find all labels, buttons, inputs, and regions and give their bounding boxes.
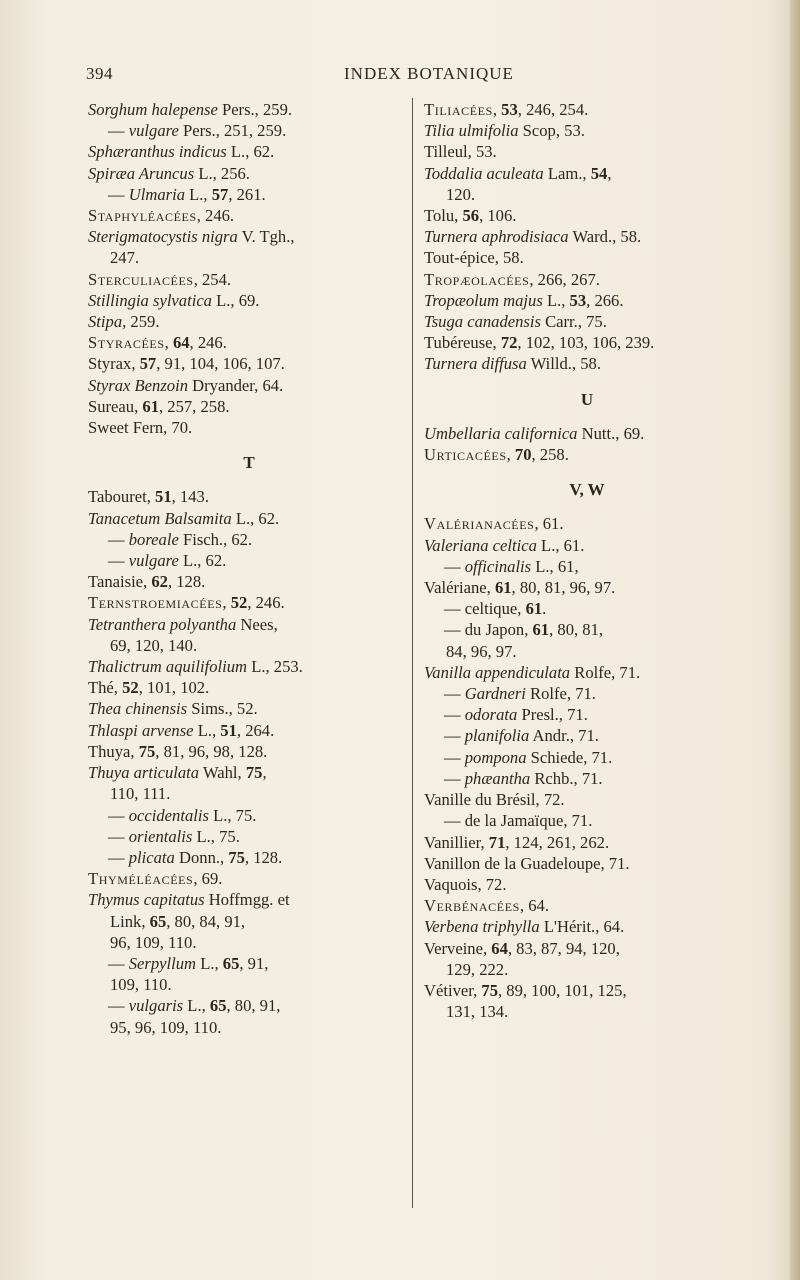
index-entry: Thé, 52, 101, 102.	[88, 678, 210, 698]
index-entry: — boreale Fisch., 62.	[108, 529, 253, 549]
index-entry: Tabouret, 51, 143.	[88, 487, 209, 507]
index-entry: Umbellaria californica Nutt., 69.	[424, 423, 645, 443]
index-entry: Staphyléacées, 246.	[88, 206, 235, 226]
index-entry: — officinalis L., 61,	[444, 556, 579, 576]
index-entry: Thymus capitatus Hoffmgg. et	[88, 890, 290, 910]
index-entry: Valérianacées, 61.	[424, 514, 564, 534]
index-entry: Sterigmatocystis nigra V. Tgh.,	[88, 227, 295, 247]
index-entry: Stillingia sylvatica L., 69.	[88, 290, 260, 310]
section-letter: U	[580, 389, 594, 409]
index-entry: Sterculiacées, 254.	[88, 269, 232, 289]
index-column-right	[424, 99, 750, 1022]
index-entry: Stipa, 259.	[88, 312, 160, 332]
index-entry: Urticacées, 70, 258.	[424, 445, 569, 465]
index-entry: Verbena triphylla L'Hérit., 64.	[424, 917, 625, 937]
index-entry: Thuya articulata Wahl, 75,	[88, 763, 267, 783]
section-letter: T	[243, 453, 255, 473]
index-entry: — occidentalis L., 75.	[108, 805, 257, 825]
index-entry: — de la Jamaïque, 71.	[444, 811, 593, 831]
index-entry: — orientalis L., 75.	[108, 826, 240, 846]
index-entry: 247.	[110, 248, 140, 268]
index-entry: Vétiver, 75, 89, 100, 101, 125,	[424, 980, 627, 1000]
page-header	[86, 64, 734, 88]
index-entry: Vanilla appendiculata Rolfe, 71.	[424, 662, 641, 682]
index-entry: — vulgare L., 62.	[108, 551, 227, 571]
section-letter: V, W	[569, 480, 605, 500]
index-entry: — Ulmaria L., 57, 261.	[108, 184, 266, 204]
index-entry: Vanille du Brésil, 72.	[424, 790, 565, 810]
index-entry: Styracées, 64, 246.	[88, 333, 227, 353]
index-entry: — pompona Schiede, 71.	[444, 747, 613, 767]
index-entry: Link, 65, 80, 84, 91,	[110, 911, 246, 931]
index-entry: Tetranthera polyantha Nees,	[88, 614, 278, 634]
index-entry: Tanaisie, 62, 128.	[88, 572, 206, 592]
index-entry: Valeriana celtica L., 61.	[424, 535, 585, 555]
index-entry: — vulgaris L., 65, 80, 91,	[108, 996, 281, 1016]
index-entry: Styrax, 57, 91, 104, 106, 107.	[88, 354, 285, 374]
index-entry: 110, 111.	[110, 784, 171, 804]
index-entry: Tanacetum Balsamita L., 62.	[88, 508, 280, 528]
index-entry: Sphæranthus indicus L., 62.	[88, 142, 275, 162]
index-entry: Vanillon de la Guadeloupe, 71.	[424, 853, 630, 873]
index-entry: 69, 120, 140.	[110, 635, 198, 655]
index-entry: Sweet Fern, 70.	[88, 418, 193, 438]
index-entry: Tilia ulmifolia Scop, 53.	[424, 121, 585, 141]
index-entry: — Gardneri Rolfe, 71.	[444, 684, 596, 704]
index-entry: Tout-épice, 58.	[424, 248, 524, 268]
index-entry: Tubéreuse, 72, 102, 103, 106, 239.	[424, 333, 655, 353]
index-entry: Tropæolacées, 266, 267.	[424, 269, 600, 289]
column-divider	[412, 98, 413, 1208]
index-entry: Vaquois, 72.	[424, 874, 507, 894]
index-entry: 129, 222.	[446, 959, 509, 979]
index-entry: Thalictrum aquilifolium L., 253.	[88, 657, 303, 677]
index-entry: — du Japon, 61, 80, 81,	[444, 620, 604, 640]
index-entry: Tiliacées, 53, 246, 254.	[424, 100, 589, 119]
index-entry: Turnera aphrodisiaca Ward., 58.	[424, 227, 642, 247]
index-entry: Tropæolum majus L., 53, 266.	[424, 290, 624, 310]
index-entry: Styrax Benzoin Dryander, 64.	[88, 375, 284, 395]
running-title: INDEX BOTANIQUE	[344, 64, 514, 83]
index-entry: 131, 134.	[446, 1002, 509, 1022]
page-number: 394	[86, 64, 113, 83]
index-entry: Tilleul, 53.	[424, 142, 497, 162]
index-entry: Valériane, 61, 80, 81, 96, 97.	[424, 578, 616, 598]
index-entry: Spiræa Aruncus L., 256.	[88, 163, 250, 183]
index-entry: — phæantha Rchb., 71.	[444, 768, 603, 788]
index-entry: Toddalia aculeata Lam., 54,	[424, 163, 612, 183]
index-entry: Thuya, 75, 81, 96, 98, 128.	[88, 741, 268, 761]
page-edge	[790, 0, 800, 1280]
index-entry: — odorata Presl., 71.	[444, 705, 588, 725]
index-entry: Verveine, 64, 83, 87, 94, 120,	[424, 938, 620, 958]
index-entry: — Serpyllum L., 65, 91,	[108, 953, 269, 973]
index-entry: Sorghum halepense Pers., 259.	[88, 100, 293, 119]
index-entry: — plicata Donn., 75, 128.	[108, 847, 283, 867]
index-column-left	[88, 99, 410, 1038]
index-entry: Vanillier, 71, 124, 261, 262.	[424, 832, 610, 852]
index-entry: 96, 109, 110.	[110, 932, 197, 952]
index-entry: Verbénacées, 64.	[424, 896, 549, 916]
index-entry: 84, 96, 97.	[446, 641, 517, 661]
index-entry: — planifolia Andr., 71.	[444, 726, 599, 746]
index-entry: 120.	[446, 184, 476, 204]
index-entry: Thea chinensis Sims., 52.	[88, 699, 258, 719]
index-entry: — vulgare Pers., 251, 259.	[108, 121, 287, 141]
index-entry: Tsuga canadensis Carr., 75.	[424, 312, 607, 332]
index-entry: Ternstroemiacées, 52, 246.	[88, 593, 285, 613]
index-entry: Thlaspi arvense L., 51, 264.	[88, 720, 275, 740]
index-entry: — celtique, 61.	[444, 599, 547, 619]
index-entry: Thyméléacées, 69.	[88, 869, 223, 889]
index-entry: 95, 96, 109, 110.	[110, 1017, 222, 1037]
index-entry: Sureau, 61, 257, 258.	[88, 396, 230, 416]
index-entry: Tolu, 56, 106.	[424, 206, 517, 226]
index-entry: 109, 110.	[110, 975, 172, 995]
index-entry: Turnera diffusa Willd., 58.	[424, 354, 601, 374]
